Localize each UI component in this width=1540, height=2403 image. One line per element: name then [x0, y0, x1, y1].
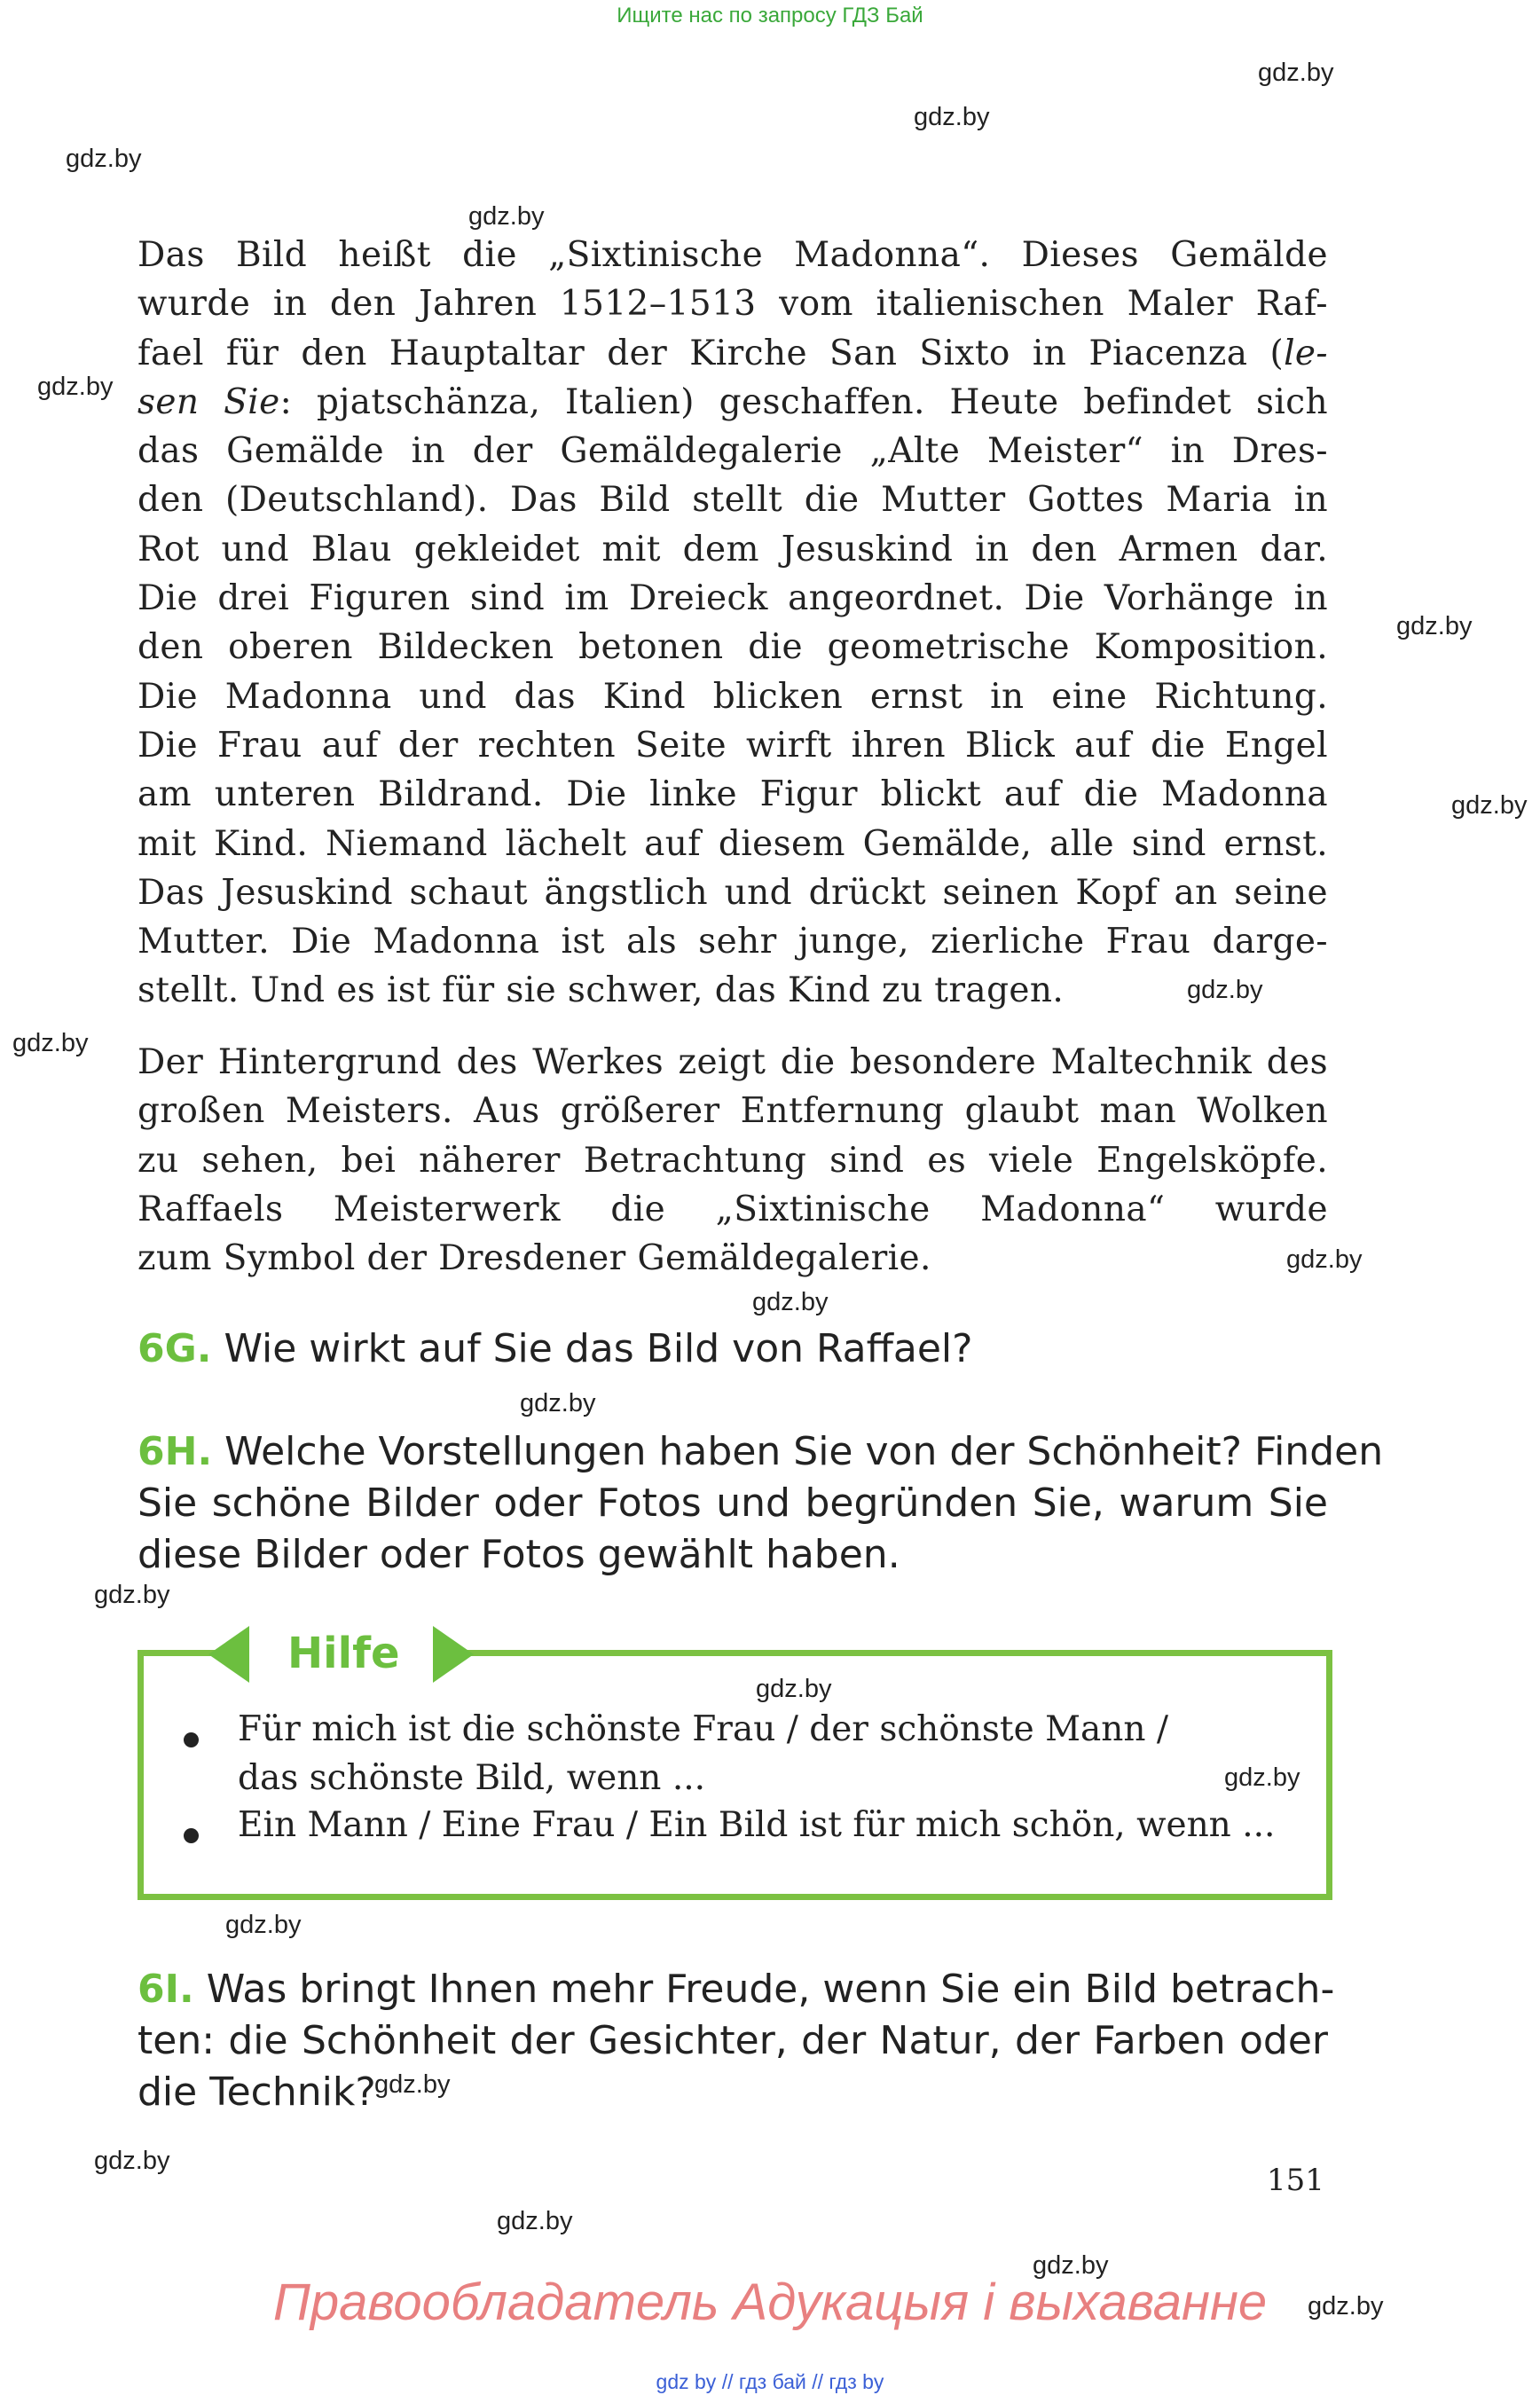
task-line: Sie schöne Bilder oder Fotos und begründen Sie, warum Sie [138, 1480, 1328, 1526]
task-line: die Technik? [138, 2069, 376, 2115]
task-text: Wie wirkt auf Sie das Bild von Raffael? [224, 1326, 973, 1371]
task-6h [138, 1426, 1384, 1581]
watermark: gdz.by [1258, 59, 1334, 87]
watermark: gdz.by [468, 202, 545, 231]
text-line: Raffaels Meisterwerk die „Sixtinische Madonna“ wurde [138, 1189, 1328, 1229]
text-line: Die Frau auf der rechten Seite wirft ihren Blick auf die Engel [138, 725, 1328, 766]
watermark: gdz.by [94, 1581, 170, 1609]
watermark: gdz.by [1396, 612, 1473, 640]
watermark: gdz.by [1033, 2251, 1109, 2280]
task-text: Welche Vorstellungen haben Sie von der Schönheit? Finden [224, 1429, 1384, 1474]
task-line [138, 1426, 1384, 1478]
text-line: den oberen Bildecken betonen die geometrische Komposition. [138, 627, 1328, 668]
bullet-icon [184, 1828, 199, 1843]
text-line: zu sehen, bei näherer Betrachtung sind es viele Engelsköpfe. [138, 1140, 1328, 1181]
watermark: gdz.by [752, 1288, 829, 1316]
watermark: gdz.by [374, 2070, 451, 2099]
watermark: gdz.by [12, 1029, 89, 1057]
text-line: das Gemälde in der Gemäldegalerie „Alte Meister“ in Dres- [138, 431, 1328, 472]
bottom-links[interactable]: gdz by // гдз бай // гдз by [656, 2370, 884, 2393]
paragraph-2 [138, 1038, 1328, 1283]
watermark: gdz.by [1451, 791, 1528, 820]
hilfe-title: Hilfe [287, 1629, 400, 1678]
page-number: 151 [1267, 2163, 1324, 2198]
watermark: gdz.by [1308, 2292, 1384, 2321]
text-line: Das Bild heißt die „Sixtinische Madonna“. Dieses Gemälde [138, 235, 1328, 275]
text-line: den (Deutschland). Das Bild stellt die Mutter Gottes Maria in [138, 480, 1328, 521]
watermark: gdz.by [37, 373, 114, 401]
watermark: gdz.by [66, 145, 142, 173]
watermark: gdz.by [914, 103, 990, 131]
watermark: gdz.by [1286, 1245, 1363, 1274]
task-number: 6I. [138, 1967, 194, 2012]
text-segment: : pjatschänza, Italien) geschaffen. Heute befindet sich [279, 381, 1328, 422]
watermark: gdz.by [520, 1389, 596, 1417]
watermark: gdz.by [1187, 976, 1263, 1004]
task-line [138, 1323, 1328, 1375]
text-line: Der Hintergrund des Werkes zeigt die besondere Maltechnik des [138, 1042, 1328, 1082]
top-banner[interactable]: Ищите нас по запросу ГДЗ Бай [617, 4, 923, 27]
text-line: am unteren Bildrand. Die linke Figur blickt auf die Madonna [138, 774, 1328, 815]
text-line: Rot und Blau gekleidet mit dem Jesuskind in den Armen dar. [138, 529, 1328, 569]
task-number: 6G. [138, 1326, 212, 1371]
text-line: zum Symbol der Dresdener Gemäldegalerie. [138, 1238, 931, 1279]
task-text: Was bringt Ihnen mehr Freude, wenn Sie ein Bild betrach- [206, 1967, 1335, 2012]
task-line: diese Bilder oder Fotos gewählt haben. [138, 1532, 900, 1577]
text-segment: fael für den Hauptaltar der Kirche San Sixto in Piacenza ( [138, 333, 1285, 373]
watermark: gdz.by [756, 1675, 832, 1703]
task-6i [138, 1964, 1335, 2118]
text-line [138, 329, 1328, 378]
task-line [138, 1964, 1335, 2015]
text-line: stellt. Und es ist für sie schwer, das Kind zu tragen. [138, 970, 1065, 1011]
task-number: 6H. [138, 1429, 213, 1474]
watermark: gdz.by [225, 1911, 302, 1939]
watermark: gdz.by [497, 2207, 573, 2235]
text-line: wurde in den Jahren 1512–1513 vom italienischen Maler Raf- [138, 284, 1328, 325]
hilfe-border-segment [461, 1650, 1326, 1656]
text-line: Das Jesuskind schaut ängstlich und drückt seinen Kopf an seine [138, 872, 1328, 913]
paragraph-1 [138, 231, 1328, 1016]
text-line: Die drei Figuren sind im Dreieck angeordnet. Die Vorhänge in [138, 578, 1328, 619]
italic-text: sen Sie [138, 381, 280, 422]
hilfe-item-line: das schönste Bild, wenn ... [238, 1758, 706, 1798]
triangle-right-icon [433, 1626, 474, 1683]
bullet-icon [184, 1732, 199, 1747]
watermark: gdz.by [1224, 1763, 1300, 1792]
task-6g [138, 1323, 1328, 1375]
text-line [138, 378, 1328, 427]
task-line: ten: die Schönheit der Gesichter, der Natur, der Farben oder [138, 2018, 1328, 2063]
triangle-left-icon [208, 1626, 249, 1683]
text-line: mit Kind. Niemand lächelt auf diesem Gemälde, alle sind ernst. [138, 823, 1328, 864]
hilfe-item-line: Für mich ist die schönste Frau / der schönste Mann / [238, 1709, 1169, 1749]
text-line: Mutter. Die Madonna ist als sehr junge, zierliche Frau darge- [138, 922, 1328, 962]
italic-text: le- [1284, 333, 1328, 373]
copyright-footer: Правообладатель Адукацыя і выхаванне [272, 2273, 1268, 2331]
hilfe-item-line: Ein Mann / Eine Frau / Ein Bild ist für mich schön, wenn ... [238, 1805, 1276, 1845]
watermark: gdz.by [94, 2147, 170, 2175]
text-line: großen Meisters. Aus größerer Entfernung glaubt man Wolken [138, 1091, 1328, 1132]
text-line: Die Madonna und das Kind blicken ernst in eine Richtung. [138, 676, 1328, 717]
